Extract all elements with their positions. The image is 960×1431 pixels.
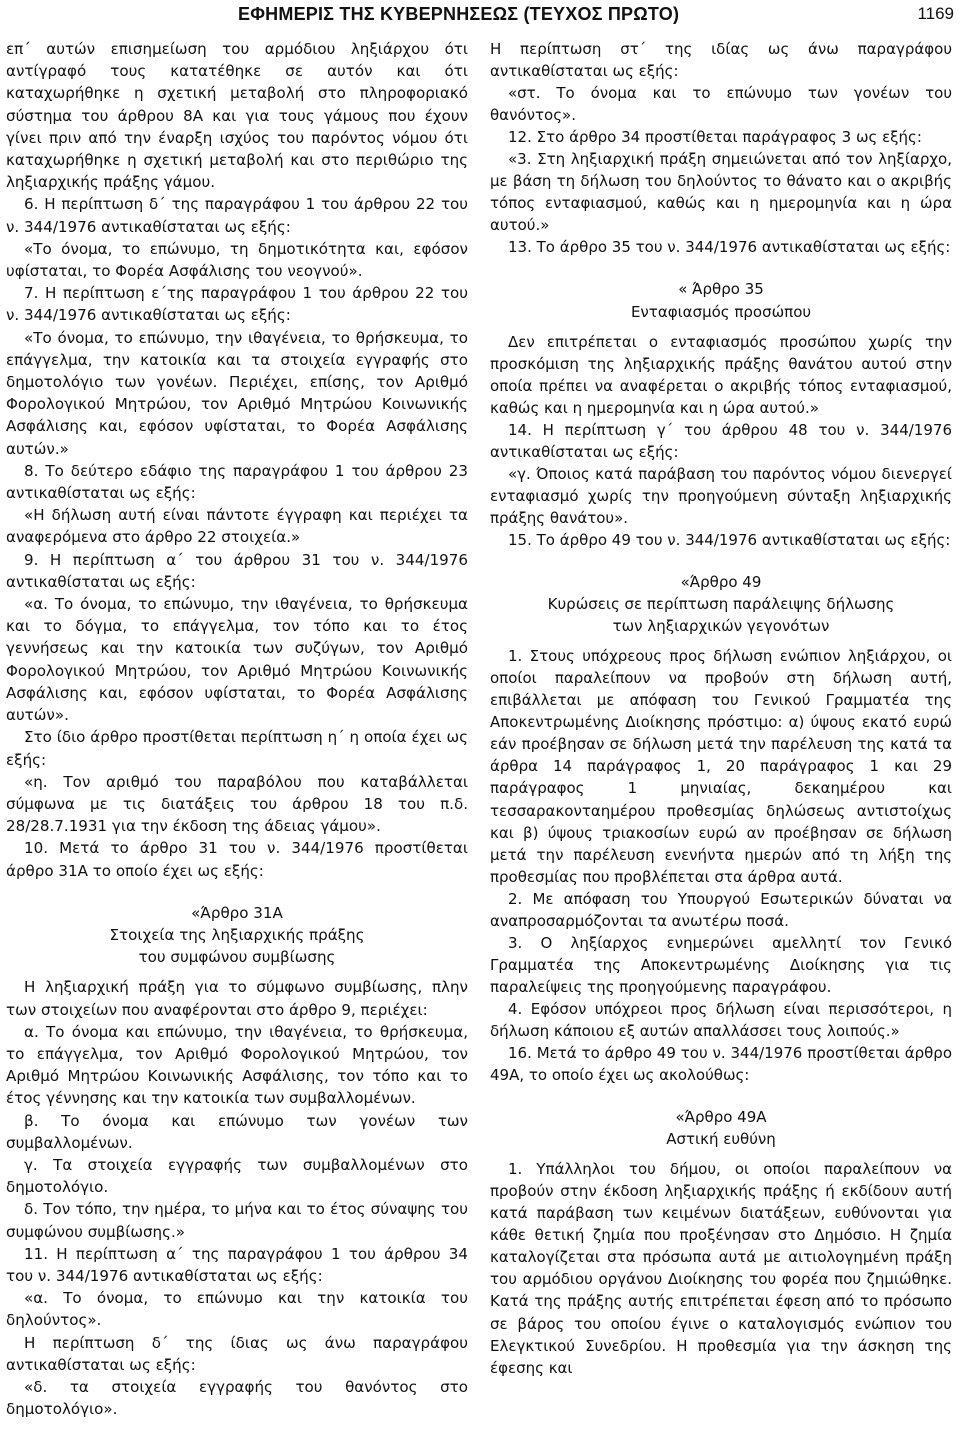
paragraph: 3. Ο ληξίαρχος ενημερώνει αμελλητί τον Γενικό Γραμματέα της Αποκεντρωμένης Διοίκησης για τις παραλείψεις της προηγούμενης παραγράφου. <box>490 933 952 996</box>
article-subtitle: Αστική ευθύνη <box>666 1130 776 1149</box>
paragraph: 7. Η περίπτωση ε΄της παραγράφου 1 του άρθρου 22 του ν. 344/1976 αντικαθίσταται ως εξής: <box>6 284 468 325</box>
paragraph: 2. Με απόφαση του Υπουργού Εσωτερικών δύναται να αναπροσαρμόζονται τα ανωτέρω ποσά. <box>490 889 952 930</box>
paragraph: 15. Το άρθρο 49 του ν. 344/1976 αντικαθίσταται ως εξής: <box>508 530 951 549</box>
paragraph: 1. Υπάλληλοι του δήμου, οι οποίοι παραλείπουν να προβούν στην έκδοση ληξιαρχικής πράξης ή εκδίδουν αυτή κατά παράβαση των κειμένων διατάξεων, ευθύνονται για κάθε θετική ζημία που προξένησαν στο Δημόσιο. Η ζημία καταλογίζεται στα πρόσωπα αυτά με αιτιολογημένη πράξη του αρμόδιου οργάνου Διοίκησης του φορέα που ζημιώθηκε. Κατά της πράξης αυτής επιτρέπεται έφεση από το πρόσωπο σε βάρος του οποίου έγινε ο καταλογισμός ενώπιον του Ελεγκτικού Συνεδρίου. Η προθεσμία για την άσκηση της έφεσης και <box>490 1160 952 1377</box>
paragraph: «η. Τον αριθμό του παραβόλου που καταβάλλεται σύμφωνα με τις διατάξεις του άρθρου 18 του π.δ. 28/28.7.1931 για την έκδοση της άδειας γάμου». <box>6 772 468 836</box>
gazette-title: ΕΦΗΜΕΡΙΣ ΤΗΣ ΚΥΒΕΡΝΗΣΕΩΣ (ΤΕΥΧΟΣ ΠΡΩΤΟ) <box>238 4 680 24</box>
paragraph: Στο ίδιο άρθρο προστίθεται περίπτωση η΄ η οποία έχει ως εξής: <box>6 728 468 769</box>
article-subtitle: Ενταφιασμός προσώπου <box>630 302 812 321</box>
paragraph: 10. Μετά το άρθρο 31 του ν. 344/1976 προστίθεται άρθρο 31Α το οποίο έχει ως εξής: <box>6 839 468 880</box>
article-heading: « Άρθρο 35 <box>678 280 764 299</box>
page-number: 1169 <box>917 4 954 23</box>
paragraph: «γ. Όποιος κατά παράβαση του παρόντος νόμου διενεργεί ενταφιασμό χωρίς την προηγούμενη σύνταξη ληξιαρχικής πράξης θανάτου». <box>490 464 952 527</box>
paragraph: «α. Το όνομα, το επώνυμο, την ιθαγένεια, το θρήσκευμα και το δόγμα, το επάγγελμα, τον τόπο και το έτος γεννήσεως και την κατοικία των συζύγων, τον Αριθμό Φορολογικού Μητρώου, τον Αριθμό Μητρώου Κοινωνικής Ασφάλισης και, εφόσον υφίσταται, το Φορέα Ασφάλισης αυτών». <box>6 595 468 725</box>
paragraph: Δεν επιτρέπεται ο ενταφιασμός προσώπου χωρίς την προσκόμιση της ληξιαρχικής πράξης θανάτου αυτού στην οποία πρέπει να αναφέρεται ο ακριβής τόπος ενταφιασμού, καθώς και η ημερομηνία και η ώρα αυτού.» <box>490 332 952 417</box>
paragraph: 8. Το δεύτερο εδάφιο της παραγράφου 1 του άρθρου 23 αντικαθίσταται ως εξής: <box>6 461 468 503</box>
left-column <box>6 38 468 1420</box>
paragraph: Η περίπτωση στ΄ της ιδίας ως άνω παραγράφου αντικαθίσταται ως εξής: <box>490 40 952 81</box>
paragraph: «Το όνομα, το επώνυμο, τη δημοτικότητα και, εφόσον υφίσταται, το Φορέα Ασφάλισης του νεογνού». <box>6 239 468 281</box>
paragraph: «στ. Το όνομα και το επώνυμο των γονέων του θανόντος». <box>490 84 952 125</box>
article-subtitle: του συμφώνου συμβίωσης <box>138 948 336 967</box>
paragraph: «Το όνομα, το επώνυμο, την ιθαγένεια, το θρήσκευμα, το επάγγελμα, την κατοικία και τα στοιχεία εγγραφής στο δημοτολόγιο των γονέων. Περιέχει, επίσης, τον Αριθμό Φορολογικού Μητρώου, τον Αριθμό Μητρώου Κοινωνικής Ασφάλισης και, εφόσον υφίσταται, το Φορέα Ασφάλισης αυτών.» <box>6 328 468 458</box>
article-subtitle: των ληξιαρχικών γεγονότων <box>612 617 830 636</box>
paragraph: Η περίπτωση δ΄ της ίδιας ως άνω παραγράφου αντικαθίσταται ως εξής: <box>6 1333 468 1374</box>
article-heading: «Άρθρο 31Α <box>191 903 283 922</box>
paragraph: 6. Η περίπτωση δ΄ της παραγράφου 1 του άρθρου 22 του ν. 344/1976 αντικαθίσταται ως εξής: <box>6 195 468 236</box>
paragraph: 12. Στο άρθρο 34 προστίθεται παράγραφος 3 ως εξής: <box>508 128 922 147</box>
paragraph: «Η δήλωση αυτή είναι πάντοτε έγγραφη και περιέχει τα αναφερόμενα στο άρθρο 22 στοιχεία.» <box>6 506 468 547</box>
page-header <box>0 0 960 30</box>
paragraph: Η ληξιαρχική πράξη για το σύμφωνο συμβίωσης, πλην των στοιχείων που αναφέρονται στο άρθρο 9, περιέχει: <box>6 978 468 1019</box>
paragraph: 9. Η περίπτωση α΄ του άρθρου 31 του ν. 344/1976 αντικαθίσταται ως εξής: <box>6 550 468 591</box>
paragraph: 14. Η περίπτωση γ΄ του άρθρου 48 του ν. 344/1976 αντικαθίσταται ως εξής: <box>490 420 952 461</box>
right-column <box>490 38 952 1379</box>
paragraph: 11. Η περίπτωση α΄ της παραγράφου 1 του άρθρου 34 του ν. 344/1976 αντικαθίσταται ως εξής: <box>6 1244 468 1285</box>
paragraph: 13. Το άρθρο 35 του ν. 344/1976 αντικαθίσταται ως εξής: <box>508 238 951 257</box>
paragraph: «α. Το όνομα, το επώνυμο και την κατοικία του δηλούντος». <box>6 1289 468 1330</box>
paragraph: «3. Στη ληξιαρχική πράξη σημειώνεται από τον ληξίαρχο, με βάση τη δήλωση του δηλούντος το θάνατο και ο ακριβής τόπος ενταφιασμού, καθώς και η ημερομηνία και η ώρα αυτού.» <box>490 150 952 235</box>
paragraph: 1. Στους υπόχρεους προς δήλωση ενώπιον ληξιάρχου, οι οποίοι παραλείπουν να προβούν στη δήλωση αυτή, επιβάλλεται με απόφαση του Γενικού Γραμματέα της Αποκεντρωμένης Διοίκησης πρόστιμο: α) ύψους εκατό ευρώ εάν προέβησαν σε δήλωση μετά την παρέλευση της κατά τα άρθρα 14 παράγραφος 1, 20 παράγραφος 1 και 29 παράγραφος 1 μηνιαίας, δεκαημέρου και τεσσαρακονταημέρου προθεσμίας δηλώσεως αντιστοίχως και β) ύψους τριακοσίων ευρώ αν προέβησαν σε δήλωση μετά την παρέλευση ενενήντα ημερών από τη λήξη της προθεσμίας που προβλέπεται στα άρθρα αυτά. <box>490 647 952 886</box>
paragraph: «δ. τα στοιχεία εγγραφής του θανόντος στο δημοτολόγιο». <box>6 1377 468 1419</box>
article-subtitle: Κυρώσεις σε περίπτωση παράλειψης δήλωσης <box>547 595 895 614</box>
article-heading: «Άρθρο 49Α <box>675 1108 767 1127</box>
article-subtitle: Στοιχεία της ληξιαρχικής πράξης <box>109 925 365 944</box>
paragraph: γ. Τα στοιχεία εγγραφής των συμβαλλομένων στο δημοτολόγιο. <box>6 1155 468 1197</box>
paragraph: 4. Εφόσον υπόχρεοι προς δήλωση είναι περισσότεροι, η δήλωση κάποιου εξ αυτών απαλλάσσει τους λοιπούς.» <box>490 999 952 1040</box>
paragraph: δ. Τον τόπο, την ημέρα, το μήνα και το έτος σύναψης του συμφώνου συμβίωσης.» <box>6 1200 468 1241</box>
paragraph: επ΄ αυτών επισημείωση του αρμόδιου ληξιάρχου ότι αντίγραφό τους κατατέθηκε σε αυτόν και ότι καταχωρήθηκε η σχετική μεταβολή στο πληροφοριακό σύστημα του άρθρου 8Α και για τους γάμους που έχουν γίνει πριν από την έναρξη ισχύος του παρόντος νόμου ότι καταχωρήθηκε η σχετική μεταβολή και στο περιθώριο της ληξιαρχικής πράξης γάμου. <box>6 40 468 192</box>
paragraph: α. Το όνομα και επώνυμο, την ιθαγένεια, το θρήσκευμα, το επάγγελμα, τον Αριθμό Φορολογικού Μητρώου, τον Αριθμό Μητρώου Κοινωνικής Ασφάλισης, τον τόπο και το έτος γέννησης και την κατοικία των συμβαλλομένων. <box>6 1022 468 1108</box>
paragraph: β. Το όνομα και επώνυμο των γονέων των συμβαλλομένων. <box>6 1111 468 1152</box>
paragraph: 16. Μετά το άρθρο 49 του ν. 344/1976 προστίθεται άρθρο 49Α, το οποίο έχει ως ακολούθως: <box>490 1044 952 1085</box>
article-heading: «Άρθρο 49 <box>680 573 762 592</box>
